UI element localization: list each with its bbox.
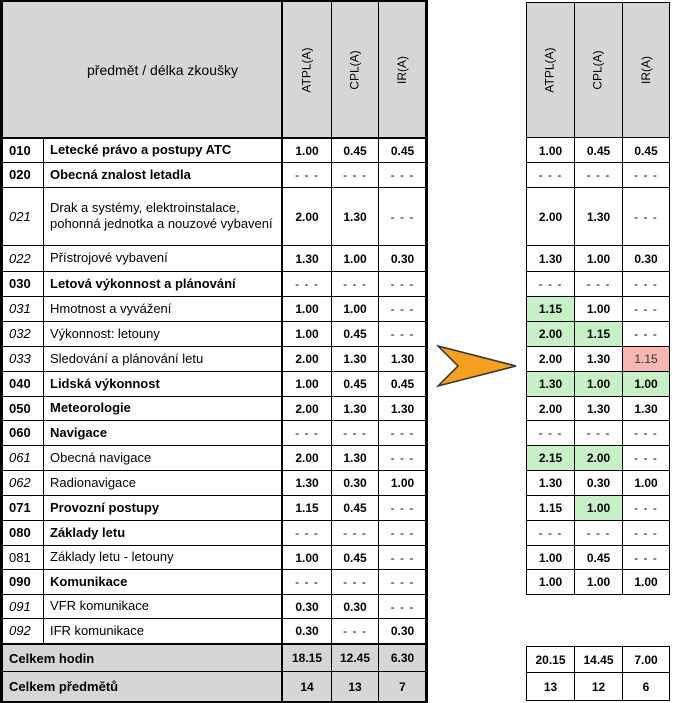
right-value-cell: - - - [634, 451, 658, 465]
right-value-cell: 1.30 [538, 476, 563, 490]
right-value-cell: - - - [634, 550, 658, 565]
row-code: 040 [9, 376, 31, 391]
right-col-header [574, 2, 622, 137]
row-code: 090 [9, 574, 31, 589]
right-value-cell: - - - [538, 426, 563, 440]
col-header-label: ATPL(A) [543, 46, 557, 93]
row-code: 020 [9, 167, 31, 182]
left-value-cell: - - - [390, 277, 415, 291]
right-value-cell: 1.00 [538, 143, 563, 158]
row-code: 010 [9, 142, 31, 158]
left-value-cell: 1.00 [295, 302, 319, 316]
right-value-cell: 1.00 [623, 372, 669, 396]
row-divider [526, 594, 670, 595]
left-value-cell: 1.30 [343, 209, 367, 224]
footer-divider [1, 671, 426, 672]
right-total-hours-cell: 20.15 [535, 652, 566, 667]
right-footer-col-line [526, 646, 527, 701]
left-value-cell: 0.30 [295, 599, 319, 614]
right-value-cell: - - - [538, 526, 563, 540]
left-value-cell: 0.45 [390, 143, 415, 158]
left-total-subjects-cell: 13 [348, 679, 362, 694]
left-value-cell: - - - [390, 501, 415, 515]
right-value-cell: - - - [538, 168, 563, 182]
row-code: 091 [9, 598, 31, 614]
left-outer-border [0, 0, 3, 703]
row-subject-name: Obecná znalost letadla [50, 166, 191, 182]
right-value-cell: 0.45 [586, 143, 611, 158]
left-value-cell: 1.30 [295, 251, 319, 266]
row-code: 032 [9, 326, 31, 341]
right-col-header [526, 2, 574, 137]
left-col-header [282, 2, 331, 138]
left-value-cell: 1.30 [390, 352, 415, 366]
left-value-cell: - - - [343, 277, 367, 291]
subject-header-label: předmět / délka zkoušky [87, 62, 238, 78]
right-col-line [669, 2, 670, 594]
col-header-label: ATPL(A) [299, 47, 314, 93]
left-value-cell: - - - [390, 451, 415, 465]
right-value-cell: 1.00 [575, 372, 622, 396]
right-value-cell: 1.30 [634, 401, 658, 416]
left-value-cell: - - - [295, 575, 319, 589]
right-value-cell: 1.00 [586, 302, 611, 316]
row-subject-name: Obecná navigace [50, 449, 152, 465]
left-total-hours-cell: 12.45 [339, 651, 371, 665]
right-footer-col-line [574, 646, 575, 701]
left-value-cell: - - - [295, 168, 319, 182]
right-value-cell: 2.00 [575, 446, 622, 470]
right-value-cell: 1.15 [538, 501, 563, 515]
total-hours-label: Celkem hodin [9, 650, 95, 666]
right-value-cell: 1.00 [538, 575, 563, 589]
row-subject-name: Radionavigace [50, 474, 137, 490]
right-value-cell: 0.30 [586, 476, 611, 490]
left-value-cell: 0.30 [295, 624, 319, 638]
right-value-cell: 1.00 [634, 476, 658, 490]
right-value-cell: - - - [634, 209, 658, 224]
right-value-cell: - - - [634, 302, 658, 316]
col-header-label: IR(A) [638, 55, 653, 84]
left-value-cell: - - - [390, 526, 415, 540]
left-value-cell: 0.45 [390, 377, 415, 391]
row-subject-name: Navigace [50, 424, 108, 440]
right-value-cell: 2.00 [538, 352, 563, 366]
values-col-line [281, 0, 283, 703]
right-value-cell: 2.00 [538, 401, 563, 416]
right-value-cell: 1.00 [586, 251, 611, 266]
left-value-cell: 1.30 [343, 352, 367, 366]
right-value-cell: 1.30 [586, 352, 611, 366]
right-value-cell: 1.15 [623, 347, 669, 371]
left-value-cell: - - - [295, 277, 319, 291]
right-col-line [526, 2, 527, 594]
row-subject-name: Drak a systémy, elektroinstalace, pohonná jednotka a nouzové vybavení [50, 200, 273, 231]
right-value-cell: - - - [586, 526, 611, 540]
left-value-cell: 0.30 [343, 476, 367, 490]
left-value-cell: 1.30 [343, 401, 367, 416]
right-total-subjects-cell: 12 [591, 679, 606, 694]
left-value-cell: - - - [343, 624, 367, 638]
code-col-line [43, 138, 44, 643]
row-subject-name: VFR komunikace [50, 598, 149, 613]
right-value-cell: - - - [634, 526, 658, 540]
row-code: 062 [9, 475, 31, 490]
row-code: 022 [9, 250, 31, 266]
right-value-cell: 1.15 [575, 322, 622, 346]
row-code: 061 [9, 450, 31, 465]
right-footer-line [526, 700, 670, 701]
left-value-cell: 0.30 [390, 624, 415, 638]
right-value-cell: 1.30 [527, 372, 574, 396]
right-top-border [526, 2, 670, 3]
right-value-cell: - - - [586, 168, 611, 182]
right-footer-line [526, 672, 670, 673]
row-subject-name: Komunikace [50, 573, 128, 589]
left-value-cell: - - - [390, 209, 415, 224]
right-value-cell: 1.30 [586, 209, 611, 224]
row-code: 081 [9, 549, 31, 565]
row-code: 092 [9, 623, 31, 638]
row-subject-name: Lidská výkonnost [50, 375, 160, 391]
row-subject-name: Meteorologie [50, 400, 131, 415]
left-total-subjects-cell: 7 [399, 679, 406, 694]
row-code: 060 [9, 425, 31, 440]
left-col-header [378, 2, 426, 138]
left-value-cell: - - - [343, 526, 367, 540]
left-total-hours-cell: 6.30 [390, 651, 415, 665]
left-col-header [331, 2, 378, 138]
row-subject-name: Letecké právo a postupy ATC [50, 142, 232, 157]
right-total-hours-cell: 7.00 [634, 652, 658, 667]
right-total-subjects-cell: 6 [642, 679, 650, 694]
right-total-hours-cell: 14.45 [583, 652, 614, 667]
right-value-cell: 1.30 [586, 401, 611, 416]
row-subject-name: Hmotnost a vyvážení [50, 300, 172, 316]
left-value-cell: 1.00 [343, 302, 367, 316]
left-top-border [0, 0, 428, 2]
left-value-cell: - - - [390, 575, 415, 589]
right-value-cell: - - - [586, 277, 611, 291]
ir-col-line [378, 0, 379, 703]
left-value-cell: - - - [343, 168, 367, 182]
left-value-cell: - - - [390, 327, 415, 341]
left-value-cell: - - - [343, 426, 367, 440]
right-col-header [622, 2, 669, 137]
left-value-cell: 1.30 [390, 401, 415, 416]
row-subject-name: Výkonnost: letouny [50, 325, 160, 341]
cpl-col-line [331, 0, 332, 703]
left-value-cell: 2.00 [295, 209, 319, 224]
row-subject-name: Letová výkonnost a plánování [50, 275, 236, 291]
left-value-cell: - - - [390, 168, 415, 182]
orange-chevron-arrow-icon [436, 344, 522, 388]
right-total-subjects-cell: 13 [543, 679, 558, 694]
left-value-cell: 2.00 [295, 451, 319, 465]
left-value-cell: 1.30 [343, 451, 367, 465]
left-value-cell: 1.30 [295, 476, 319, 490]
right-value-cell: - - - [538, 277, 563, 291]
right-value-cell: 1.00 [575, 496, 622, 520]
row-subject-name: Základy letu - letouny [50, 549, 174, 564]
right-footer-col-line [669, 646, 670, 701]
row-subject-name: Přístrojové vybavení [50, 250, 168, 265]
left-value-cell: 0.45 [343, 550, 367, 565]
left-value-cell: - - - [295, 526, 319, 540]
right-value-cell: 2.15 [527, 446, 574, 470]
right-value-cell: - - - [634, 426, 658, 440]
left-footer-border [0, 643, 428, 645]
left-value-cell: - - - [390, 550, 415, 565]
left-value-cell: 0.45 [343, 377, 367, 391]
left-value-cell: 0.45 [343, 143, 367, 158]
right-value-cell: 2.00 [538, 209, 563, 224]
col-header-label: CPL(A) [591, 49, 605, 90]
left-value-cell: - - - [295, 426, 319, 440]
left-value-cell: 1.00 [390, 476, 415, 490]
left-value-cell: 1.00 [295, 377, 319, 391]
right-value-cell: 1.00 [538, 550, 563, 565]
left-value-cell: 1.15 [295, 501, 319, 515]
left-value-cell: - - - [343, 575, 367, 589]
left-value-cell: - - - [390, 426, 415, 440]
left-value-cell: 0.45 [343, 327, 367, 341]
right-value-cell: - - - [634, 501, 658, 515]
row-code: 030 [9, 276, 31, 291]
right-value-cell: 0.45 [634, 143, 658, 158]
row-code: 080 [9, 525, 31, 540]
left-value-cell: 1.00 [295, 327, 319, 341]
right-col-line [574, 2, 575, 594]
row-subject-name: Provozní postupy [50, 499, 160, 515]
row-code: 031 [9, 301, 31, 316]
col-header-label: CPL(A) [347, 50, 362, 90]
right-outer-border [425, 0, 428, 703]
right-value-cell: - - - [634, 277, 658, 291]
left-total-hours-cell: 18.15 [291, 651, 323, 665]
row-code: 050 [9, 400, 31, 416]
left-value-cell: 0.45 [343, 501, 367, 515]
col-header-label: IR(A) [395, 56, 409, 84]
right-value-cell: 1.00 [586, 575, 611, 589]
left-value-cell: 1.00 [295, 550, 319, 565]
right-value-cell: - - - [586, 426, 611, 440]
left-total-subjects-cell: 14 [300, 679, 314, 694]
left-value-cell: - - - [390, 599, 415, 614]
total-subjects-label: Celkem předmětů [9, 679, 119, 694]
row-subject-name: Základy letu [50, 524, 126, 540]
right-value-cell: 1.00 [634, 575, 658, 589]
left-value-cell: 1.00 [295, 143, 319, 158]
left-value-cell: 2.00 [295, 401, 319, 416]
left-value-cell: 0.30 [343, 599, 367, 614]
row-code: 071 [9, 500, 31, 515]
row-subject-name: IFR komunikace [50, 622, 144, 638]
right-value-cell: - - - [634, 168, 658, 182]
left-header-border [0, 137, 428, 139]
left-value-cell: 1.00 [343, 251, 367, 266]
left-value-cell: - - - [390, 302, 415, 316]
right-value-cell: - - - [634, 327, 658, 341]
right-value-cell: 1.30 [538, 251, 563, 266]
row-code: 033 [9, 351, 31, 366]
row-subject-name: Sledování a plánování letu [50, 350, 204, 366]
right-col-line [622, 2, 623, 594]
left-value-cell: 2.00 [295, 352, 319, 366]
row-code: 021 [9, 208, 31, 224]
left-value-cell: 0.30 [390, 251, 415, 266]
right-value-cell: 0.45 [586, 550, 611, 565]
right-value-cell: 2.00 [527, 322, 574, 346]
right-value-cell: 0.30 [634, 251, 658, 266]
right-value-cell: 1.15 [527, 297, 574, 321]
right-footer-col-line [622, 646, 623, 701]
right-footer-line [526, 646, 670, 647]
right-header-border [526, 137, 670, 138]
